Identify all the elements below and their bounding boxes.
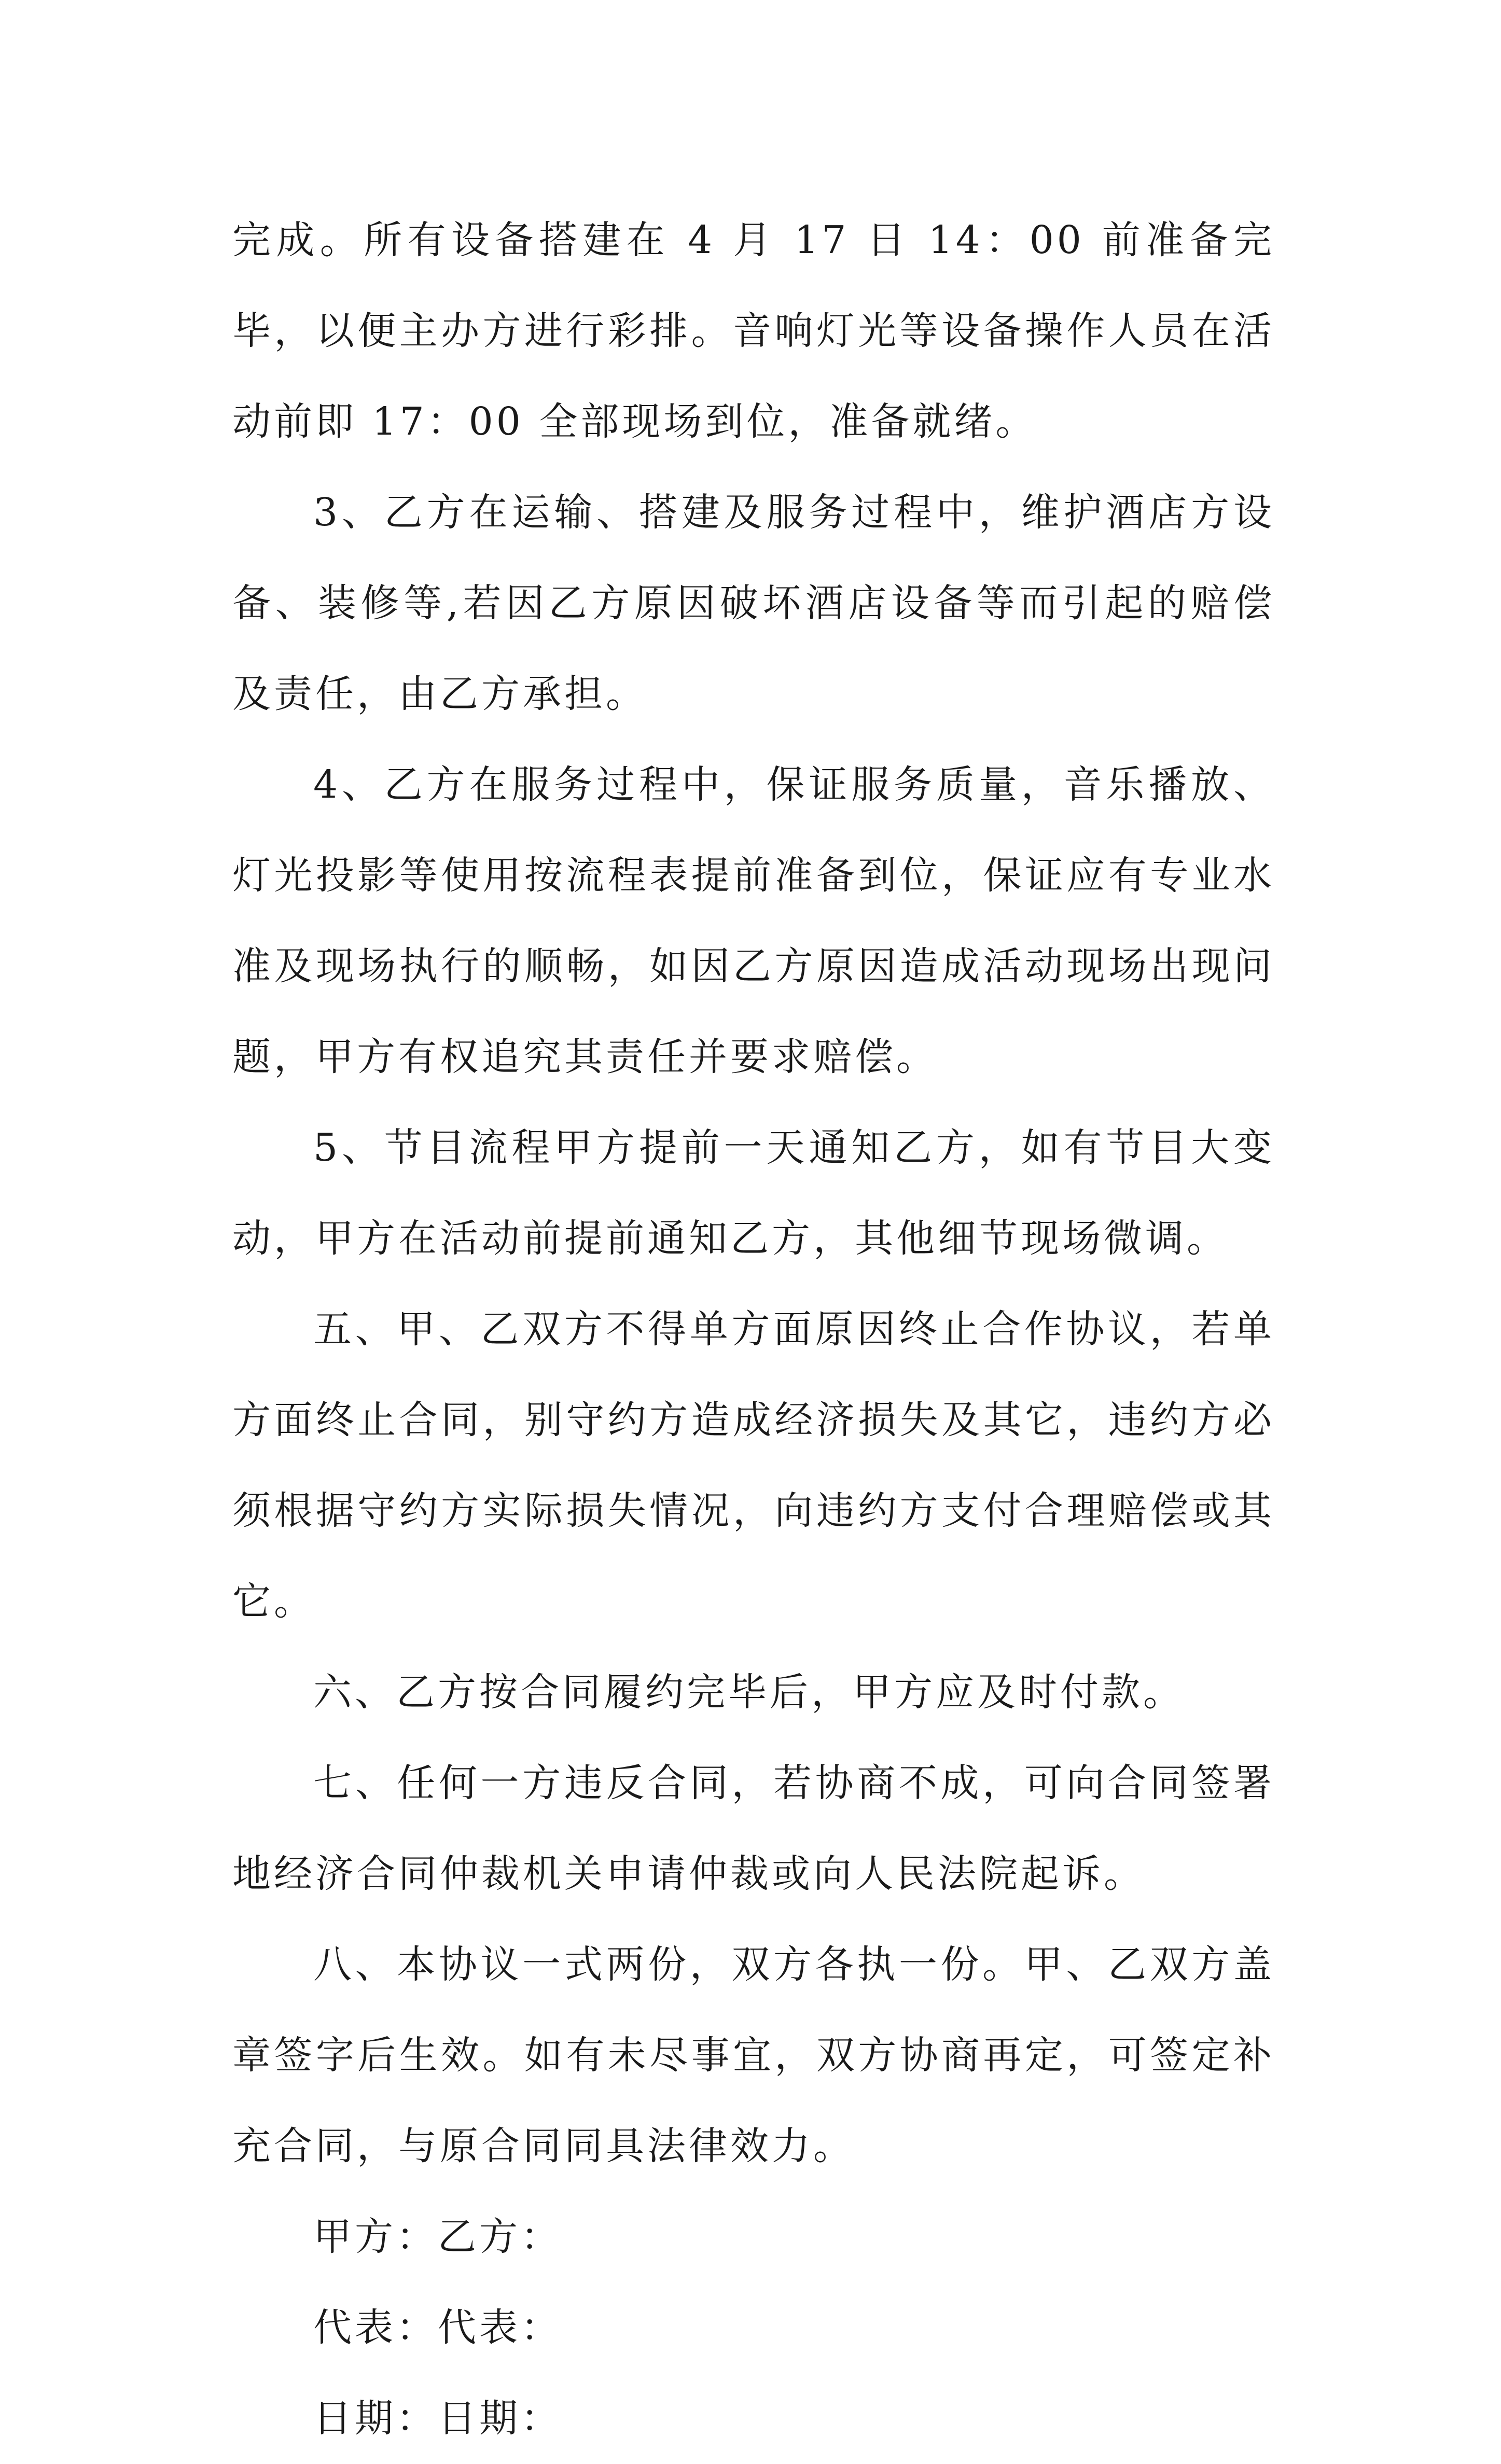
paragraph-clause-5: 5、节目流程甲方提前一天通知乙方，如有节目大变动，甲方在活动前提前通知乙方，其他细节现场微调。: [232, 1125, 1275, 1261]
paragraph-article-5: 五、甲、乙双方不得单方面原因终止合作协议，若单方面终止合同，别守约方造成经济损失及其它，违约方必须根据守约方实际损失情况，向违约方支付合理赔偿或其它。: [232, 1307, 1275, 1624]
paragraph-article-6: 六、乙方按合同履约完毕后，甲方应及时付款。: [313, 1670, 1185, 1715]
paragraph-article-8: 八、本协议一式两份，双方各执一份。甲、乙双方盖章签字后生效。如有未尽事宜，双方协商再定，可签定补充合同，与原合同同具法律效力。: [232, 1942, 1275, 2168]
signature-representative-line: 代表：代表：: [313, 2305, 562, 2350]
paragraph-clause-3: 3、乙方在运输、搭建及服务过程中，维护酒店方设备、装修等,若因乙方原因破坏酒店设备等而引起的赔偿及责任，由乙方承担。: [232, 490, 1275, 716]
signature-party-line: 甲方：乙方：: [313, 2215, 562, 2259]
signature-date-line: 日期：日期：: [313, 2396, 562, 2441]
paragraph-article-7: 七、任何一方违反合同，若协商不成，可向合同签署地经济合同仲裁机关申请仲裁或向人民法院起诉。: [232, 1761, 1275, 1896]
paragraph-clause-4: 4、乙方在服务过程中，保证服务质量，音乐播放、灯光投影等使用按流程表提前准备到位，保证应有专业水准及现场执行的顺畅，如因乙方原因造成活动现场出现问题，甲方有权追究其责任并要求赔偿。: [232, 762, 1275, 1079]
contract-body: [232, 195, 1275, 2464]
paragraph-completion: 完成。所有设备搭建在 4 月 17 日 14：00 前准备完毕，以便主办方进行彩排。音响灯光等设备操作人员在活动前即 17：00 全部现场到位，准备就绪。: [232, 218, 1275, 444]
